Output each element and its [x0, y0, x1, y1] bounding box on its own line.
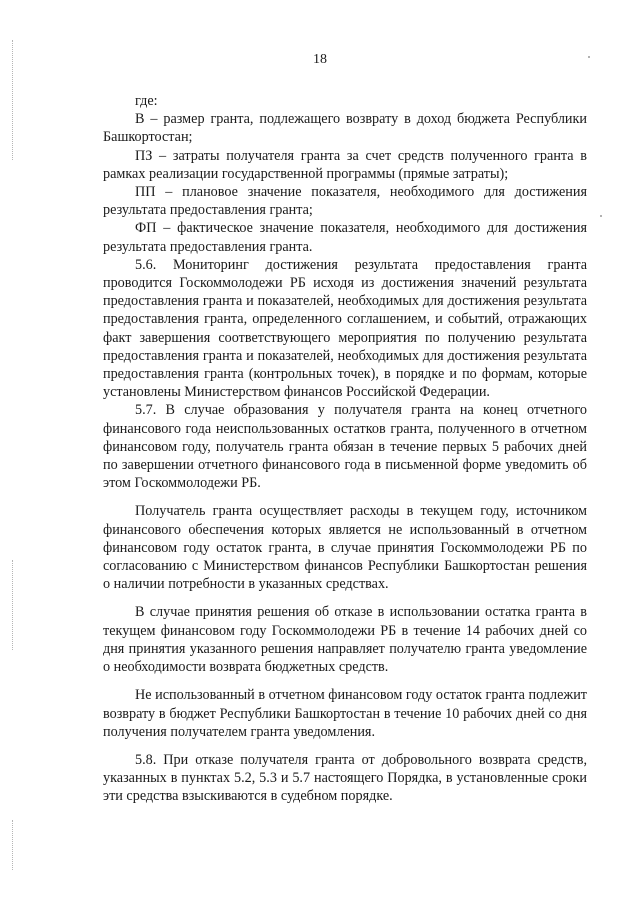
definition-v: В – размер гранта, подлежащего возврату в доход бюджета Республики Башкортостан;: [103, 111, 587, 146]
definition-pp: ПП – плановое значение показателя, необходимого для достижения результата предоставления гранта;: [103, 184, 587, 219]
paragraph-5-6: 5.6. Мониторинг достижения результата предоставления гранта проводится Госкоммолодежи РБ исходя из достижения значений результата предоставления гранта и показателей, необходимых для достижения результата предоставления гранта, определенного соглашением, и событий, отражающих факт завершения соответствующего мероприятия по получению результата предоставления гранта и показателей, необходимых для достижения результата предоставления гранта (контрольных точек), в порядке и по формам, которые установлены Министерством финансов Российской Федерации.: [103, 256, 587, 401]
intro-text: где:: [135, 93, 158, 109]
scan-margin-marks: [12, 560, 14, 650]
scan-speck: [600, 215, 602, 217]
paragraph-grant-expenses: Получатель гранта осуществляет расходы в текущем году, источником финансового обеспечения которых является не использованный в отчетном финансовом году остаток гранта, в случае принятия Госкоммолодежи РБ по согласованию с Министерством финансов Республики Башкортостан решения о наличии потребности в указанных средствах.: [103, 503, 587, 593]
scan-margin-marks: [12, 40, 14, 160]
paragraph-refusal: В случае принятия решения об отказе в использовании остатка гранта в текущем финансовом году Госкоммолодежи РБ в течение 14 рабочих дней со дня принятия указанного решения направляет получателю гранта уведомление о необходимости возврата бюджетных средств.: [103, 604, 587, 676]
paragraph-5-8: 5.8. При отказе получателя гранта от добровольного возврата средств, указанных в пунктах 5.2, 5.3 и 5.7 настоящего Порядка, в установленные сроки эти средства взыскиваются в судебном порядке.: [103, 751, 587, 805]
paragraph-5-7: 5.7. В случае образования у получателя гранта на конец отчетного финансового года неиспользованных остатков гранта, полученного в отчетном финансовом году, получатель гранта обязан в течение первых 5 рабочих дней по завершении отчетного финансового года в письменной форме уведомить об этом Госкоммолодежи РБ.: [103, 402, 587, 492]
definition-fp: ФП – фактическое значение показателя, необходимого для достижения результата предоставления гранта.: [103, 220, 587, 255]
scan-margin-marks: [12, 820, 14, 870]
scan-speck: [588, 56, 590, 58]
paragraph-unused-balance: Не использованный в отчетном финансовом году остаток гранта подлежит возврату в бюджет Республики Башкортостан в течение 10 рабочих дней со дня получения получателем гранта уведомления.: [103, 687, 587, 740]
page-number: 18: [313, 52, 327, 67]
document-body: [103, 92, 587, 806]
definition-pz: ПЗ – затраты получателя гранта за счет средств полученного гранта в рамках реализации государственной программы (прямые затраты);: [103, 147, 587, 182]
